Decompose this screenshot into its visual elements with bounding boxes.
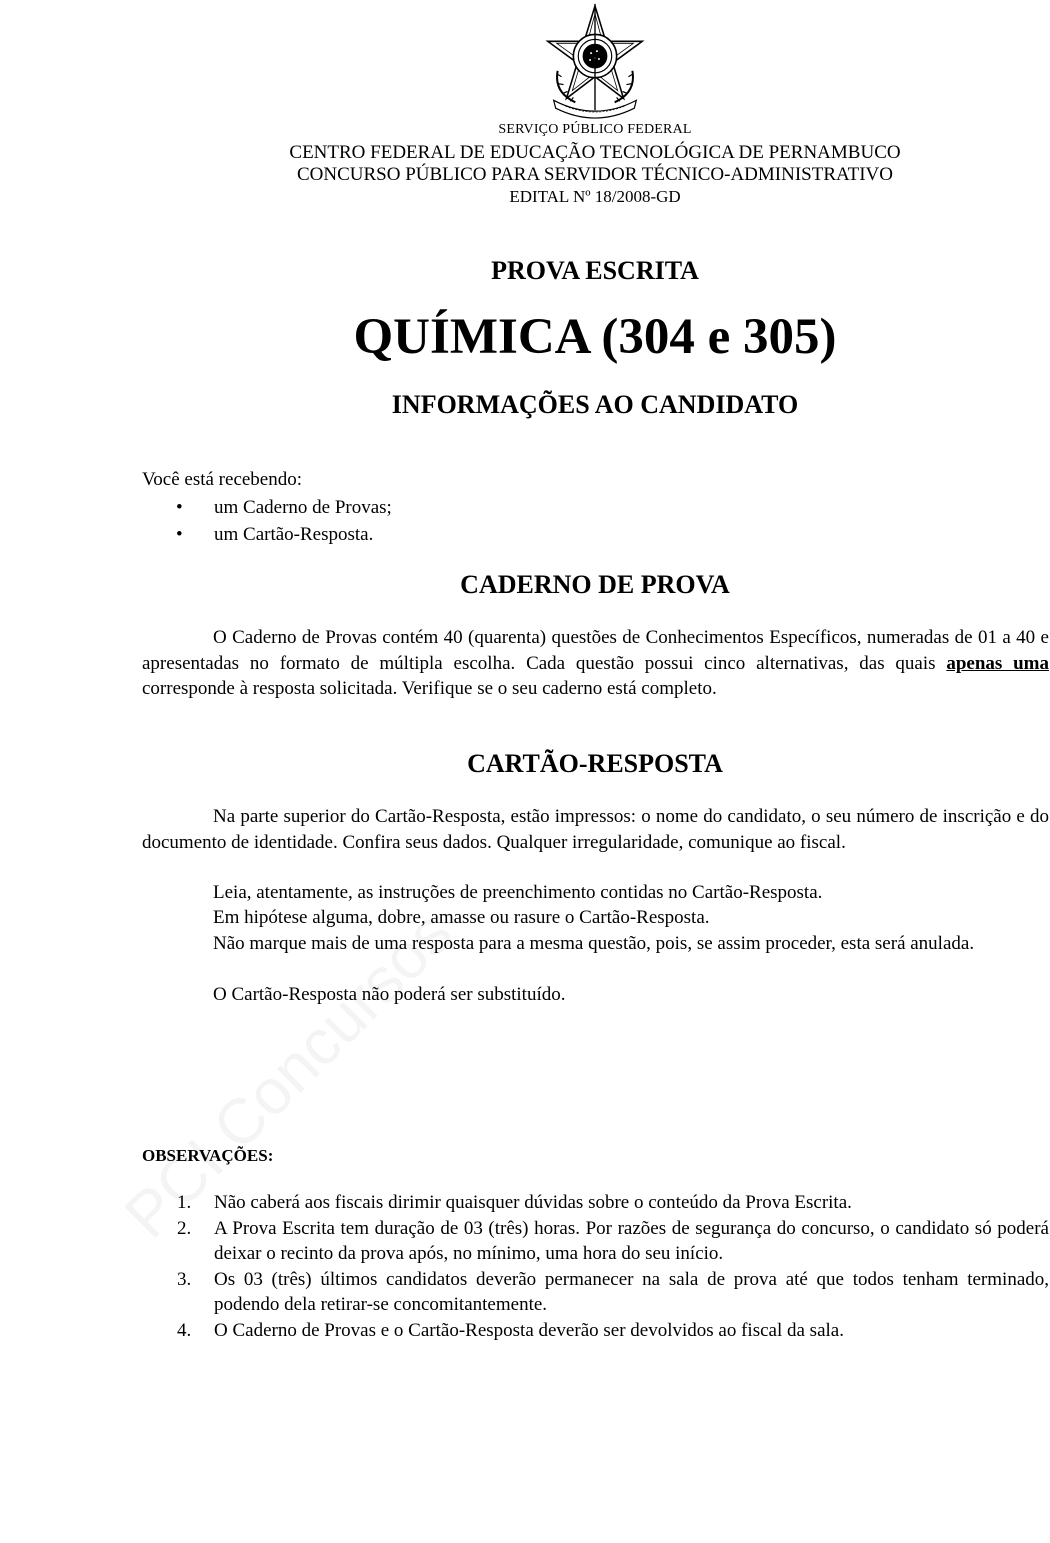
receiving-intro: Você está recebendo: bbox=[142, 469, 303, 490]
list-item-text: Não caberá aos fiscais dirimir quaisquer dúvidas sobre o conteúdo da Prova Escrita. bbox=[214, 1192, 852, 1213]
title-subject: QUÍMICA (304 e 305) bbox=[353, 309, 837, 365]
list-item bbox=[142, 521, 742, 548]
observacoes-heading: OBSERVAÇÕES: bbox=[142, 1146, 274, 1165]
title-informacoes: INFORMAÇÕES AO CANDIDATO bbox=[391, 390, 799, 419]
bullet-icon: • bbox=[176, 524, 183, 545]
cartao-paragraph: Na parte superior do Cartão-Resposta, estão impressos: o nome do candidato, o seu número de inscrição e do documento de identidade. Confira seus dados. Qualquer irregularidade, comunique ao fiscal. bbox=[142, 806, 1049, 853]
brazil-coat-of-arms-icon bbox=[536, 2, 654, 120]
receiving-list bbox=[142, 494, 742, 548]
caderno-emphasis: apenas uma bbox=[946, 652, 1049, 674]
caderno-paragraph bbox=[142, 625, 1049, 702]
list-item-number: 4. bbox=[177, 1319, 192, 1341]
cartao-paragraph: Não marque mais de uma resposta para a mesma questão, pois, se assim proceder, esta será anulada. bbox=[213, 933, 975, 954]
list-item-number: 2. bbox=[177, 1217, 192, 1239]
list-item bbox=[142, 1318, 1049, 1344]
header-contest: CONCURSO PÚBLICO PARA SERVIDOR TÉCNICO-ADMINISTRATIVO bbox=[297, 164, 893, 185]
bullet-icon: • bbox=[176, 497, 183, 518]
list-item-text: um Caderno de Provas; bbox=[214, 497, 392, 518]
title-prova-escrita: PROVA ESCRITA bbox=[491, 256, 699, 285]
section-heading-caderno: CADERNO DE PROVA bbox=[460, 570, 730, 599]
list-item-number: 1. bbox=[177, 1192, 192, 1213]
cartao-paragraph: O Cartão-Resposta não poderá ser substituído. bbox=[213, 984, 566, 1005]
list-item bbox=[142, 1216, 1049, 1267]
list-item bbox=[142, 494, 742, 521]
header-service: SERVIÇO PÚBLICO FEDERAL bbox=[498, 122, 692, 137]
list-item bbox=[142, 1190, 1049, 1216]
list-item-text: um Cartão-Resposta. bbox=[214, 524, 374, 545]
caderno-text-after: corresponde à resposta solicitada. Verifique se o seu caderno está completo. bbox=[142, 678, 717, 699]
list-item-text: Os 03 (três) últimos candidatos deverão permanecer na sala de prova até que todos tenham terminado, podendo dela retirar-se concomitantemente. bbox=[214, 1268, 1049, 1315]
list-item-number: 3. bbox=[177, 1268, 192, 1290]
observacoes-list bbox=[142, 1190, 1049, 1343]
header-institution: CENTRO FEDERAL DE EDUCAÇÃO TECNOLÓGICA DE PERNAMBUCO bbox=[289, 142, 901, 163]
caderno-text-before: O Caderno de Provas contém 40 (quarenta) questões de Conhecimentos Específicos, numeradas de 01 a 40 e apresentadas no formato de múltipla escolha. Cada questão possui cinco alternativas, das quais bbox=[142, 627, 1049, 674]
list-item-text: A Prova Escrita tem duração de 03 (três) horas. Por razões de segurança do concurso, o candidato só poderá deixar o recinto da prova após, no mínimo, uma hora do seu início. bbox=[214, 1217, 1049, 1264]
cartao-paragraph: Leia, atentamente, as instruções de preenchimento contidas no Cartão-Resposta. bbox=[213, 882, 823, 903]
list-item-text: O Caderno de Provas e o Cartão-Resposta deverão ser devolvidos ao fiscal da sala. bbox=[214, 1319, 844, 1341]
section-heading-cartao: CARTÃO-RESPOSTA bbox=[467, 749, 723, 778]
list-item bbox=[142, 1267, 1049, 1318]
header-edital: EDITAL Nº 18/2008-GD bbox=[509, 187, 681, 206]
cartao-paragraph: Em hipótese alguma, dobre, amasse ou rasure o Cartão-Resposta. bbox=[213, 907, 710, 928]
